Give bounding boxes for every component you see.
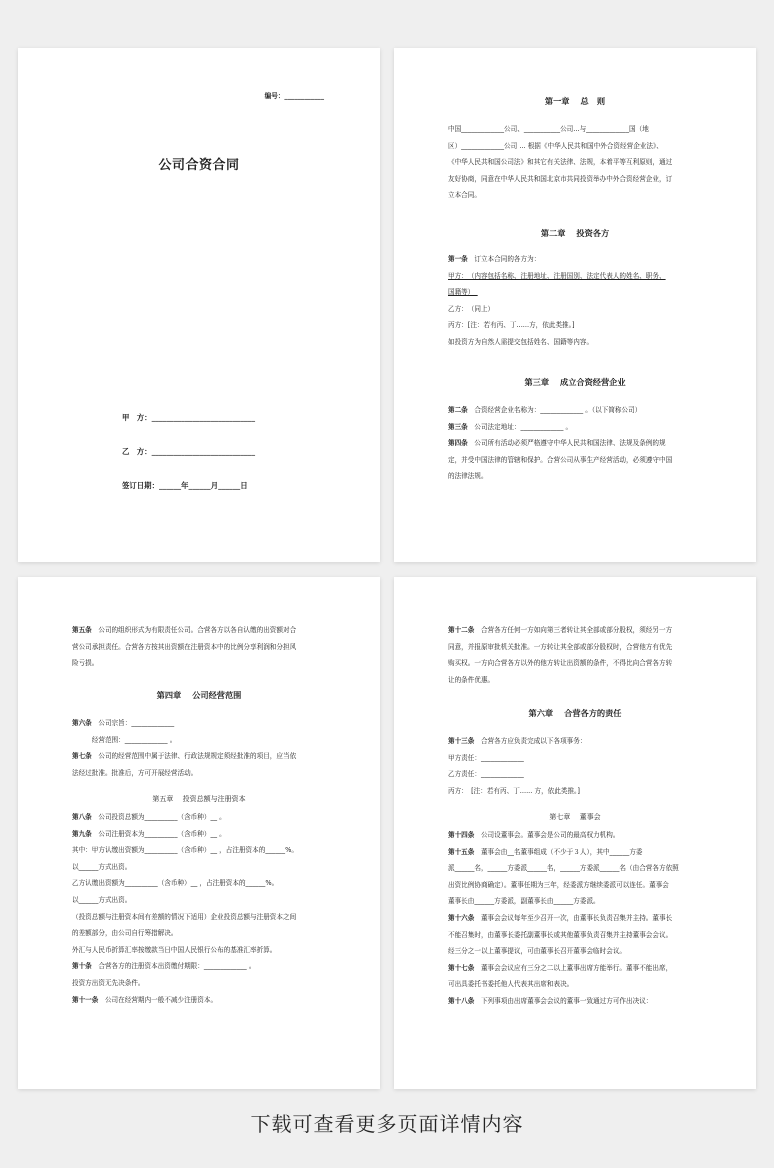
article-line: 第八条 公司投资总额为__________（含币种）__ 。 [72, 813, 226, 821]
article-line: 第十五条 董事会由__名董事组成（不少于３人），其中______方委 [448, 847, 643, 856]
article-line: 第六条 公司宗旨：_____________ [72, 719, 175, 727]
article-line: 乙方认缴出资额为__________（含币种）__ ，占注册资本的______%。 [72, 879, 279, 888]
ch1-line: 立本合同。 [448, 191, 481, 200]
ch3-line: 第三条 公司法定地址：_____________ 。 [448, 422, 573, 431]
ch1-line: 中国_____________公司、___________公司...与_____________国（地 [448, 125, 649, 133]
article-line: 第七条 公司的经营范围中属于法律、行政法规规定须经批准的项目，应当依 [72, 752, 297, 761]
article-line: 丙方： [注：若有丙、丁...... 方，依此类推。] [448, 786, 580, 795]
article-line: 其中：甲方认缴出资额为__________（含币种）__ ，占注册资本的______%。 [72, 846, 298, 855]
chapter-5-heading: 第五章 投资总额与注册资本 [152, 795, 246, 803]
chapter-4-heading: 第四章 公司经营范围 [156, 690, 242, 700]
article-line: 第九条 公司注册资本为__________（含币种）__ 。 [72, 829, 226, 838]
article-line: 经三分之一以上董事提议，可由董事长召开董事会临时会议。 [448, 947, 627, 956]
ch2-line: 甲方： （内容包括名称、注册地址、注册国别、法定代表人的姓名、职务、 [448, 271, 666, 280]
article-line: 第五条 公司的组织形式为有限责任公司。合营各方以各自认缴的出资额对合 [72, 626, 297, 634]
ch3-line: 的法律法规。 [448, 472, 488, 481]
article-line: 董事长由______方委派，副董事长由______方委派。 [448, 897, 600, 906]
article-line: 第十八条 下列事项由出席董事会会议的董事一致通过方可作出决议： [448, 996, 653, 1005]
article-line: 经营范围：_____________ 。 [72, 735, 177, 744]
ch1-line: 《中华人民共和国公司法》和其它有关法律、法规，本着平等互利原则，通过 [448, 158, 673, 167]
article-line: 营公司承担责任。合营各方按其出资额在注册资本中的比例分享利润和分担风 [72, 642, 297, 651]
article-line: 第十二条 合营各方任何一方如向第三者转让其全部或部分股权，须经另一方 [448, 626, 673, 634]
article-line: 出资比例协商确定）。董事任期为三年，经委派方继续委派可以连任。董事会 [448, 880, 669, 889]
party-b-line: 乙 方：____________________________ [122, 447, 256, 456]
article-line: 外汇与人民币折算汇率按缴款当日中国人民银行公布的基准汇率折算。 [72, 945, 277, 954]
ch1-line: 友好协商，同意在中华人民共和国北京市共同投资举办中外合资经营企业，订 [448, 174, 673, 183]
chapter-1-heading: 第一章 总 则 [544, 96, 606, 106]
ch2-line: 丙方：[注：若有丙、丁......方，依此类推。] [448, 321, 575, 330]
contract-title: 公司合资合同 [158, 158, 240, 173]
article-line: 第十三条 合营各方应负责完成以下各项事务： [448, 737, 587, 745]
article-line: 第十四条 公司设董事会。董事会是公司的最高权力机构。 [448, 831, 620, 839]
contract-page-4 [394, 577, 756, 1089]
article-line: 第十一条 公司在经营期内一般不减少注册资本。 [72, 995, 218, 1004]
signing-date: 签订日期：______年______月______日 [122, 481, 248, 490]
article-line: 第十七条 董事会会议应有三分之二以上董事出席方能举行。董事不能出席， [448, 963, 673, 972]
ch2-line: 乙方： （同上） [448, 304, 498, 313]
ch2-line: 如投资方为自然人需提交包括姓名、国籍等内容。 [448, 337, 594, 346]
chapter-6-heading: 第六章 合营各方的责任 [528, 708, 622, 718]
article-line: 的差额部分，由公司自行筹措解决。 [72, 929, 178, 938]
ch2-line: 国籍等） [448, 288, 478, 297]
ch3-line: 第二条 合资经营企业名称为：_____________ 。（以下简称公司） [448, 406, 642, 414]
article-line: 第十条 合营各方的注册资本出资缴付期限：_____________ 。 [72, 962, 256, 971]
article-line: 险亏损。 [72, 659, 99, 668]
article-line: 不能召集时，由董事长委托副董事长或其他董事负责召集并主持董事会会议。 [448, 930, 673, 939]
chapter-7-heading: 第七章 董事会 [549, 813, 601, 821]
ch1-line: 区）_____________公司 ... 根据《中华人民共和国中外合资经营企业法》、 [448, 141, 663, 150]
article-line: 以______方式出资。 [72, 862, 132, 871]
contract-page-2 [394, 48, 756, 562]
chapter-3-heading: 第三章 成立合资经营企业 [524, 377, 626, 387]
ch3-line: 第四条 公司所有活动必须严格遵守中华人民共和国法律、法规及条例的规 [448, 439, 666, 448]
article-line: 购买权。一方向合营各方以外的他方转让出资额的条件，不得比向合营各方转 [448, 659, 673, 668]
ch3-line: 定，并受中国法律的管辖和保护。合营公司从事生产经营活动，必须遵守中国 [448, 455, 673, 464]
article-line: 同意，并报原审批机关批准。一方转让其全部或部分股权时，合营他方有优先 [448, 642, 673, 651]
contract-page-1 [18, 48, 380, 562]
download-more-caption[interactable]: 下载可查看更多页面详情内容 [250, 1112, 524, 1136]
contract-number: 编号：____________ [264, 92, 324, 100]
article-line: 投资方出资无先决条件。 [72, 978, 145, 987]
chapter-2-heading: 第二章 投资各方 [540, 228, 610, 238]
contract-page-3 [18, 577, 380, 1089]
article-line: 可出具委托书委托他人代表其出席和表决。 [448, 980, 574, 989]
article-line: （投资总额与注册资本间有差额的情况下适用）企业投资总额与注册资本之间 [72, 912, 297, 921]
article-line: 法经过批准。批准后，方可开展经营活动。 [72, 768, 198, 777]
party-a-line: 甲 方：____________________________ [122, 413, 256, 422]
ch2-line: 第一条 订立本合同的各方为： [448, 255, 541, 263]
article-line: 以______方式出资。 [72, 895, 132, 904]
article-line: 乙方责任：_____________ [448, 770, 524, 779]
article-line: 让的条件优惠。 [448, 675, 495, 684]
article-line: 甲方责任：_____________ [448, 753, 524, 762]
article-line: 派______名，______方委派______名，______方委派______名（由合营各方依照 [448, 864, 679, 873]
article-line: 第十六条 董事会会议每年至少召开一次，由董事长负责召集并主持。董事长 [448, 913, 673, 922]
